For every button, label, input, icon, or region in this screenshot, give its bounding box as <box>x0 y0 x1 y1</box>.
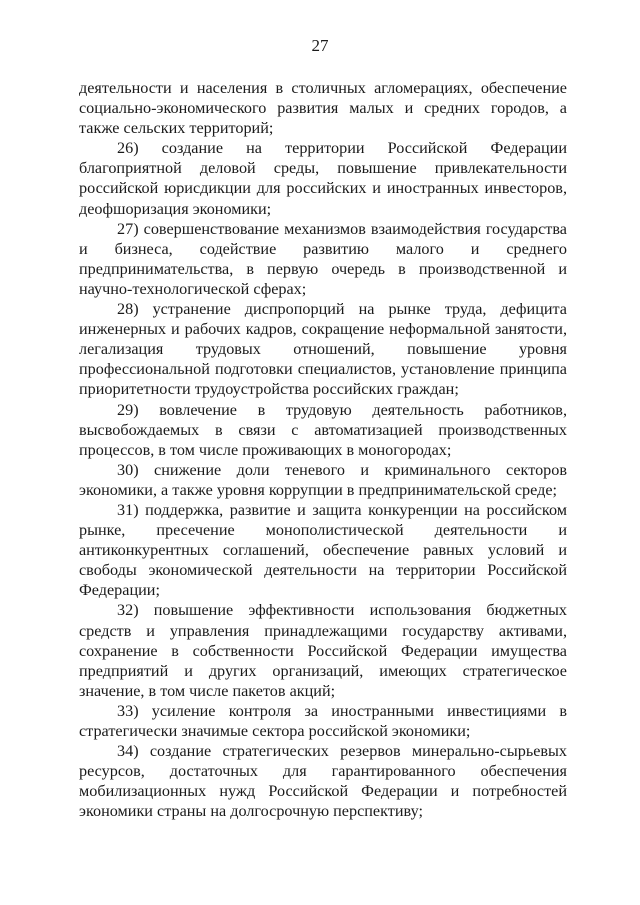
list-item-32: 32) повышение эффективности использования бюджетных средств и управления принадлежащими государству активами, сохранение в собственности Российской Федерации имущества предприятий и других организаций, имеющих стратегическое значение, в том числе пакетов акций; <box>79 601 567 700</box>
list-item-34: 34) создание стратегических резервов минерально-сырьевых ресурсов, достаточных для гарантированного обеспечения мобилизационных нужд Российской Федерации и потребностей экономики страны на долгосрочную перспективу; <box>79 742 567 821</box>
list-item-28: 28) устранение диспропорций на рынке труда, дефицита инженерных и рабочих кадров, сокращение неформальной занятости, легализация трудовых отношений, повышение уровня профессиональной подготовки специалистов, установление принципа приоритетности трудоустройства российских граждан; <box>79 300 567 399</box>
list-item-30: 30) снижение доли теневого и криминального секторов экономики, а также уровня коррупции в предпринимательской среде; <box>79 460 567 499</box>
list-item-27: 27) совершенствование механизмов взаимодействия государства и бизнеса, содействие развитию малого и среднего предпринимательства, в первую очередь в производственной и научно-технологической сферах; <box>79 219 567 298</box>
list-item-33: 33) усиление контроля за иностранными инвестициями в стратегически значимые сектора российской экономики; <box>79 701 567 740</box>
document-body <box>79 78 567 821</box>
page-number: 27 <box>311 36 329 55</box>
list-item-26: 26) создание на территории Российской Федерации благоприятной деловой среды, повышение привлекательности российской юрисдикции для российских и иностранных инвесторов, деофшоризация экономики; <box>79 139 567 218</box>
paragraph-continuation: деятельности и населения в столичных агломерациях, обеспечение социально-экономического развития малых и средних городов, а также сельских территорий; <box>79 79 567 138</box>
list-item-29: 29) вовлечение в трудовую деятельность работников, высвобождаемых в связи с автоматизацией производственных процессов, в том числе проживающих в моногородах; <box>79 400 567 459</box>
list-item-31: 31) поддержка, развитие и защита конкуренции на российском рынке, пресечение монополистической деятельности и антиконкурентных соглашений, обеспечение равных условий и свободы экономической деятельности на территории Российской Федерации; <box>79 500 567 600</box>
